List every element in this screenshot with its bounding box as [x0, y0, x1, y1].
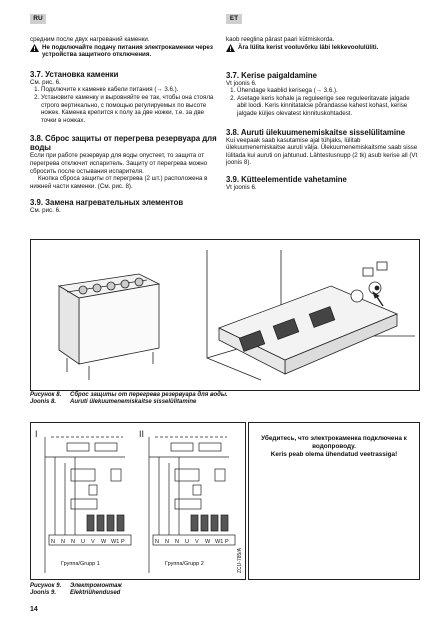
section-title-3-9: 3.9. Замена нагревательных элементов	[30, 198, 184, 208]
section-ref: Vt joonis 6.	[226, 79, 257, 87]
heater-illustration	[31, 240, 419, 390]
roman-numeral-2: II	[139, 429, 145, 439]
section-ref: Vt joonis 6.	[226, 183, 257, 191]
right-column	[226, 36, 418, 192]
figure-8-caption	[30, 392, 418, 406]
notice-text-et: Keris peab olema ühendatud veetrassiga!	[270, 451, 398, 458]
warning-text: Не подключайте подачу питания электрокаменки через устройства защитного отключения.	[42, 43, 213, 59]
warning-text: Ära lülita kerist vooluvõrku läbi lekkevoolulüliti.	[238, 43, 379, 51]
language-tag-ru: RU	[30, 14, 46, 24]
roman-numeral-1: I	[35, 429, 38, 439]
notice-box	[248, 422, 420, 580]
group-label-1: Группа/Grupp 1	[61, 561, 100, 567]
terminal-labels-group-1	[51, 539, 125, 545]
section-title-3-7: 3.7. Установка каменки	[30, 69, 119, 79]
caption-label-et: Joonis 8.	[30, 399, 57, 406]
figure-9-wiring	[30, 422, 246, 580]
terminal-label: U	[81, 539, 85, 545]
list-item: 1. Подключите к каменке кабели питания (→ 3.6.).	[41, 86, 218, 94]
section-title-3-8: 3.8. Auruti ülekuumenemiskaitse sisselülitamine	[226, 127, 406, 137]
diagram-code: ZCU-785/A	[237, 547, 243, 573]
terminal-labels-group-2	[155, 539, 229, 545]
caption-text-ru: Электромонтаж	[70, 583, 122, 589]
terminal-label: N	[175, 539, 179, 545]
install-steps	[30, 86, 218, 124]
install-steps	[226, 87, 418, 117]
section-body: Если при работе резервуар для воды опустеет, то защита от перегрева отключит испаритель. Защиту от перегрева можно сбросить после остывания испарителя.	[30, 152, 208, 175]
caption-label-ru: Рисунок 9.	[30, 583, 62, 589]
caption-label-ru: Рисунок 8.	[30, 392, 62, 398]
section-body: Kui veepaak saab kasutamise ajal tühjaks, lülitab ülekuumenemiskaitse auruti välja. Ülekuumenemiskaitsme saab sisse lülitada kui auruti on jahtunud. Lähtestusnupp (2 tk) asub kerise all (Vt joonis 8).	[226, 136, 418, 167]
section-title-3-7: 3.7. Kerise paigaldamine	[226, 70, 318, 80]
figure-8	[30, 239, 420, 391]
caption-text-ru: Сброс защиты от перегрева резервуара для воды.	[70, 392, 228, 398]
page-number: 14	[30, 606, 38, 613]
caption-label-et: Joonis 9.	[30, 590, 57, 597]
language-tag-et: ET	[226, 14, 242, 24]
intro-text: kaob reeglina pärast paari kütmiskorda.	[226, 36, 335, 43]
section-body-2: Кнопка сброса защиты от перегрева (2 шт.) расположена в нижней части каменки. (См. рис. 8).	[30, 175, 208, 190]
terminal-label: P	[225, 539, 229, 545]
figure-9-caption	[30, 583, 418, 597]
terminal-label: W	[205, 539, 211, 545]
terminal-label: P	[121, 539, 125, 545]
section-title-3-9: 3.9. Kütteelementide vahetamine	[226, 174, 347, 184]
left-column	[30, 36, 218, 215]
list-item: 1. Ühendage kaablid kerisega (→ 3.6.).	[237, 87, 418, 95]
list-item: 2. Установите каменку и выровняйте ее так, чтобы она стояла строго вертикально, с помощью регулируемых по высоте ножек. Каменка крепится к полу за две ножки, т.е. за две точки в ножках.	[41, 94, 218, 124]
warning	[30, 44, 218, 59]
terminal-label: N	[165, 539, 169, 545]
terminal-label: V	[195, 539, 199, 545]
terminal-label: U	[185, 539, 189, 545]
terminal-label: N	[155, 539, 159, 545]
terminal-label: N	[61, 539, 65, 545]
wiring-diagram	[31, 423, 245, 579]
list-item: 2. Asetage keris kohale ja reguleerige see reguleeritavate jalgade abil loodi. Keris kinnitatakse põrandasse kahest kohast, kerise jalgade küljes olevatest kinnituskohtadest.	[237, 95, 418, 118]
warning-icon	[226, 44, 235, 52]
section-title-3-8: 3.8. Сброс защиты от перегрева резервуара для воды	[30, 134, 217, 153]
notice-text-ru: Убедитесь, что электрокаменка подключена к водопроводу.	[261, 435, 407, 450]
terminal-label: V	[91, 539, 95, 545]
caption-text-et: Elektriühendused	[70, 590, 121, 597]
terminal-label: W1	[215, 539, 224, 545]
section-ref: См. рис. 6.	[30, 207, 61, 215]
group-label-2: Группа/Grupp 2	[165, 561, 204, 567]
terminal-label: W1	[111, 539, 120, 545]
terminal-label: N	[51, 539, 55, 545]
terminal-label: N	[71, 539, 75, 545]
warning	[226, 44, 418, 52]
warning-icon	[30, 44, 39, 52]
section-ref: См. рис. 6.	[30, 78, 61, 86]
caption-text-et: Auruti ülekuumenemiskaitse sisselülitamine	[70, 399, 197, 406]
terminal-label: W	[101, 539, 107, 545]
intro-text: средним после двух нагреваний каменки.	[30, 36, 150, 43]
